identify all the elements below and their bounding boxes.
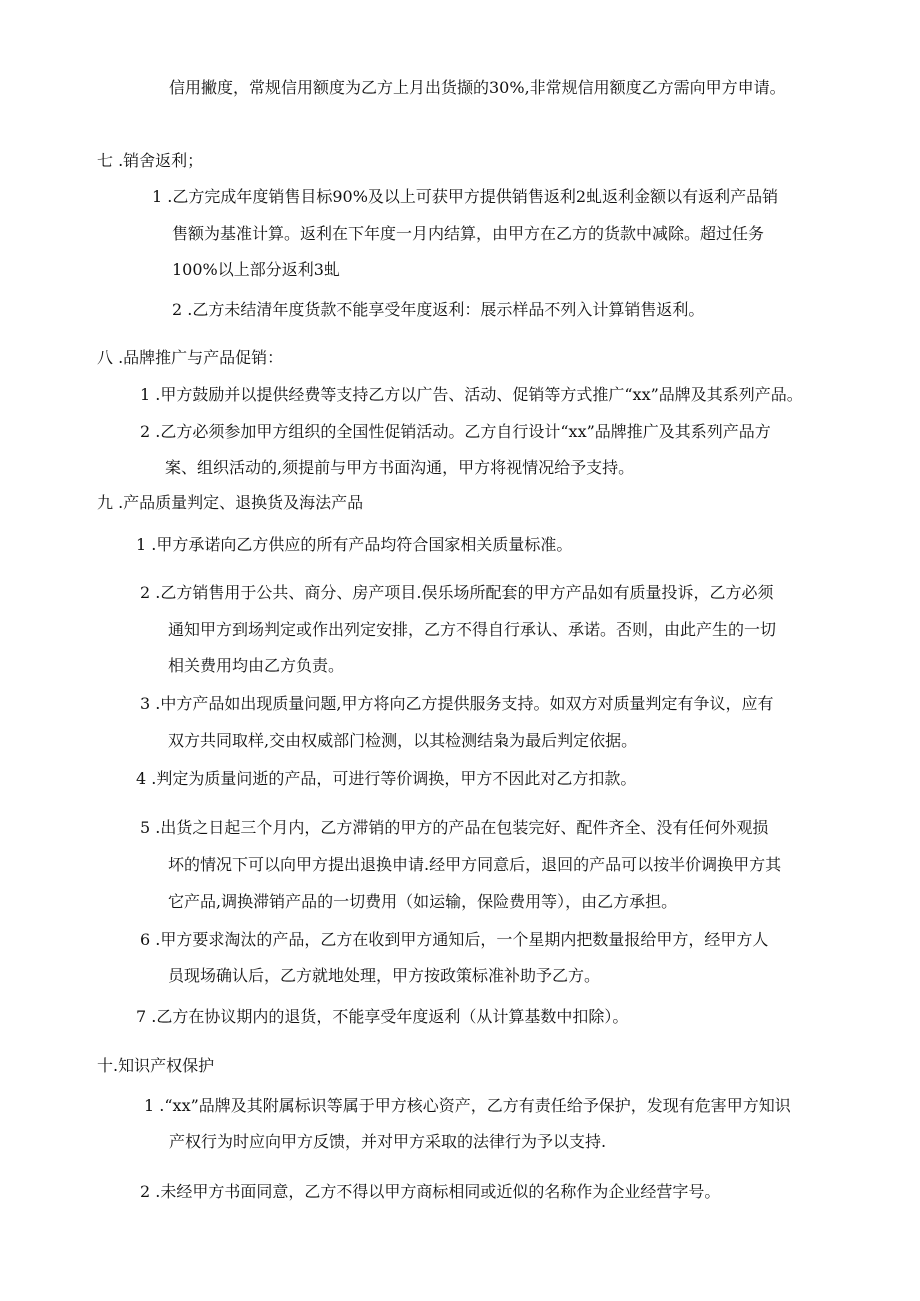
item-text: .判定为质量问逝的产品，可进行等价调换，甲方不因此对乙方扣款。 (151, 769, 637, 788)
item-text: .“xx”品牌及其附属标识等属于甲方核心资产，乙方有责任给予保护，发现有危害甲方知识 (159, 1096, 791, 1115)
list-item-line: 员现场确认后，乙方就地处理，甲方按政策标准补助予乙方。 (168, 966, 601, 985)
item-number: 5 (140, 818, 151, 837)
list-item-line: 100%以上部分返利3虬 (172, 260, 340, 279)
list-item-line (172, 302, 704, 318)
item-text: .甲方要求淘汰的产品，乙方在收到甲方通知后，一个星期内把数量报给甲方，经甲方人 (155, 930, 769, 949)
item-number: 2 (140, 583, 151, 602)
list-item-line (140, 932, 768, 948)
list-item-line (136, 1009, 628, 1025)
item-number: 3 (140, 694, 151, 713)
list-item-line (140, 424, 771, 440)
item-number: 7 (136, 1007, 147, 1026)
item-number: 2 (140, 1182, 151, 1201)
item-text: .乙方销售用于公共、商分、房产项目.俣乐场所配套的甲方产品如有质量投诉，乙方必须 (155, 583, 774, 602)
list-item-line: 售额为基准计算。返利在下年度一月内结算，由甲方在乙方的货款中减除。超过任务 (172, 224, 765, 243)
list-item-line (144, 1098, 791, 1114)
list-item-line: 它产品,调换滞销产品的一切费用（如运输，保险费用等），由乙方承担。 (168, 892, 678, 911)
list-item-line: 相关费用均由乙方负责。 (168, 656, 345, 675)
list-item-line: 案、组织活动的,须提前与甲方书面沟通，甲方将视情况给予支持。 (165, 458, 635, 477)
list-item-line (140, 820, 768, 836)
list-item-line (136, 537, 572, 553)
item-number: 2 (140, 422, 151, 441)
list-item-line (136, 771, 636, 787)
list-item-line: 通知甲方到场判定或作出列定安排，乙方不得自行承认、承诺。否则，由此产生的一切 (168, 620, 777, 639)
list-item-line (140, 585, 773, 601)
item-number: 1 (152, 187, 163, 206)
list-item-line (152, 189, 778, 205)
item-text: .乙方完成年度销售目标90%及以上可获甲方提供销售返利2虬返利金额以有返利产品销 (167, 187, 779, 206)
section-heading: 十.知识产权保护 (97, 1056, 215, 1075)
item-text: .未经甲方书面同意，乙方不得以甲方商标相同或近似的名称作为企业经营字号。 (155, 1182, 721, 1201)
item-text: .甲方承诺向乙方供应的所有产品均符合国家相关质量标准。 (151, 535, 573, 554)
item-text: .出货之日起三个月内，乙方滞销的甲方的产品在包装完好、配件齐全、没有任何外观损 (155, 818, 769, 837)
section-heading: 七 .销舍返利； (97, 151, 204, 170)
item-number: 1 (140, 385, 151, 404)
list-item-line (140, 387, 803, 403)
item-text: .中方产品如出现质量问题,甲方将向乙方提供服务支持。如双方对质量判定有争议，应有 (155, 694, 774, 713)
item-number: 2 (172, 300, 183, 319)
list-item-line: 双方共同取样,交由权威部门检测，以其检测结枭为最后判定依据。 (168, 731, 638, 750)
item-text: .乙方未结清年度货款不能享受年度返利：展示样品不列入计算销售返利。 (187, 300, 705, 319)
list-item-line (140, 1184, 720, 1200)
list-item-line: 产权行为时应向甲方反馈，并对甲方采取的法律行为予以支持. (169, 1132, 607, 1151)
section-heading: 九 .产品质量判定、退换货及海法产品 (97, 493, 364, 512)
item-text: .乙方必须参加甲方组织的全国性促销活动。乙方自行设计“xx”品牌推广及其系列产品方 (155, 422, 771, 441)
section-heading: 八 .品牌推广与产品促销： (97, 348, 284, 367)
item-number: 1 (144, 1096, 155, 1115)
item-text: .甲方鼓励并以提供经费等支持乙方以广告、活动、促销等方式推广“xx”品牌及其系列产品。 (155, 385, 803, 404)
item-number: 1 (136, 535, 147, 554)
list-item-line (140, 696, 773, 712)
item-text: .乙方在协议期内的退货，不能享受年度返利（从计算基数中扣除）。 (151, 1007, 629, 1026)
item-number: 6 (140, 930, 151, 949)
paragraph-line: 信用撇度，常规信用额度为乙方上月出货撷的30%,非常规信用额度乙方需向甲方申请。 (169, 78, 786, 97)
item-number: 4 (136, 769, 147, 788)
list-item-line: 坏的情况下可以向甲方提出退换申请.经甲方同意后，退回的产品可以按半价调换甲方其 (168, 855, 782, 874)
